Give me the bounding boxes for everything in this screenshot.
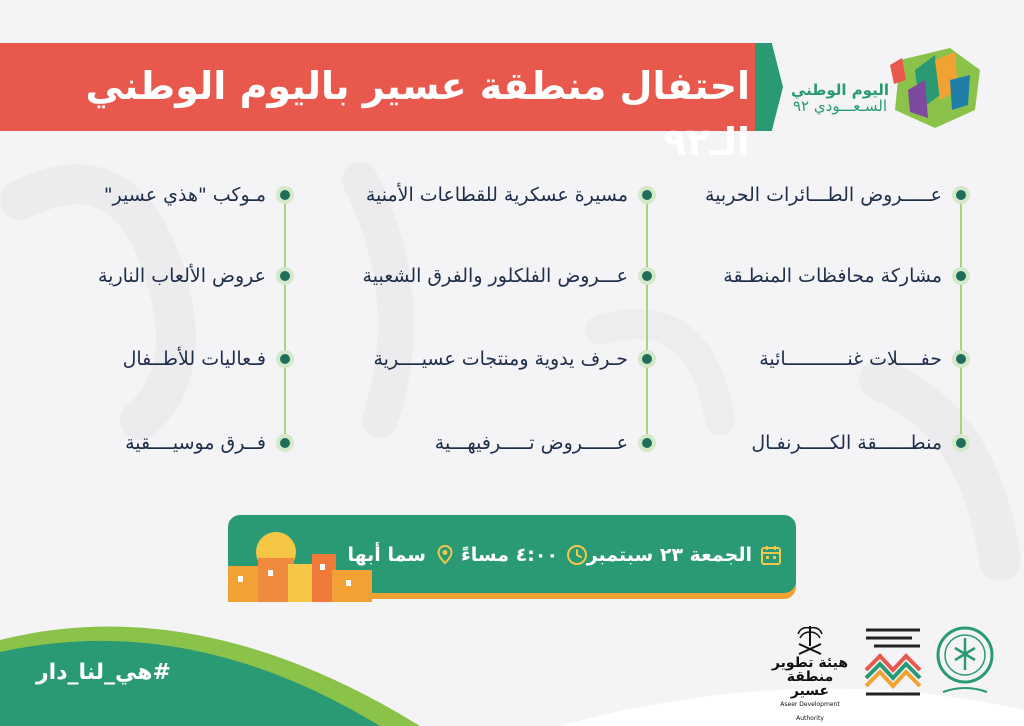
clock-icon	[566, 544, 588, 566]
event-item	[98, 259, 294, 293]
column-connector-line	[284, 195, 286, 440]
bullet-dot-icon	[952, 434, 970, 452]
palm-swords-emblem-icon	[795, 624, 825, 658]
bullet-dot-icon	[638, 186, 656, 204]
event-date-label: الجمعة ٢٣ سبتمبر	[586, 544, 752, 566]
event-label: مسيرة عسكرية للقطاعات الأمنية	[365, 184, 628, 206]
page-title: احتفال منطقة عسير باليوم الوطني الـ٩٢	[85, 64, 750, 164]
bullet-dot-icon	[952, 350, 970, 368]
event-item	[751, 426, 970, 460]
event-label: فــرق موسيــــقية	[125, 432, 266, 454]
bullet-dot-icon	[952, 267, 970, 285]
event-item	[363, 259, 656, 293]
event-item	[705, 178, 970, 212]
asir-development-authority-logo	[770, 656, 850, 726]
event-label: حـرف يدوية ومنتجات عسيــــرية	[373, 348, 628, 370]
events-column-1	[690, 170, 970, 470]
header-banner-stripe	[755, 43, 783, 131]
event-label: حفــــلات غنـــــــــــائية	[759, 348, 942, 370]
bullet-dot-icon	[276, 350, 294, 368]
event-label: عروض الألعاب النارية	[97, 265, 266, 287]
event-item	[123, 342, 294, 376]
national-day-logo-text	[790, 82, 890, 114]
event-item	[104, 178, 294, 212]
events-column-3	[80, 170, 294, 470]
adda-arabic-line-2: منطقة عسير	[786, 669, 834, 699]
event-label: عـــــروض الطـــائرات الحربية	[705, 184, 942, 206]
national-day-logo-icon	[880, 40, 990, 135]
column-connector-line	[960, 195, 962, 440]
event-item	[373, 342, 656, 376]
bullet-dot-icon	[276, 434, 294, 452]
adda-arabic-line-1: هيئة تطوير	[771, 655, 849, 671]
bullet-dot-icon	[952, 186, 970, 204]
event-label: مـوكب "هذي عسير"	[103, 184, 266, 206]
logo-line-1: اليوم الوطني	[790, 81, 890, 99]
event-time-label: ٤:٠٠ مساءً	[461, 544, 558, 566]
events-column-2	[330, 170, 656, 470]
logo-line-2: السـعـــودي ٩٢	[793, 97, 887, 115]
city-illustration-icon	[228, 530, 378, 602]
event-item	[125, 426, 294, 460]
event-item	[723, 259, 970, 293]
event-label: مشاركة محافظات المنطـقة	[723, 265, 942, 287]
calendar-icon	[760, 544, 782, 566]
adda-english-name: Aseer Development Authority	[780, 701, 840, 722]
event-item	[435, 426, 656, 460]
event-label: عـــروض الفلكلور والفرق الشعبية	[362, 265, 628, 287]
asir-emirate-logo-icon	[935, 620, 995, 710]
bullet-dot-icon	[638, 350, 656, 368]
campaign-hashtag: #هي_لنا_دار	[36, 660, 171, 685]
bullet-dot-icon	[276, 267, 294, 285]
event-time	[461, 541, 588, 569]
location-pin-icon	[434, 544, 456, 566]
event-label: فـعاليات للأطــفال	[122, 348, 266, 370]
event-item	[759, 342, 970, 376]
heritage-pattern-logo-icon	[862, 620, 924, 710]
event-label: منطــــــقة الكـــــرنفـال	[751, 432, 942, 454]
bullet-dot-icon	[638, 267, 656, 285]
column-connector-line	[646, 195, 648, 440]
event-date	[587, 541, 782, 569]
bullet-dot-icon	[276, 186, 294, 204]
event-location-label: سما أبها	[347, 544, 426, 566]
bullet-dot-icon	[638, 434, 656, 452]
event-label: عــــــروض تـــــرفيهـــية	[434, 432, 628, 454]
event-item	[366, 178, 656, 212]
